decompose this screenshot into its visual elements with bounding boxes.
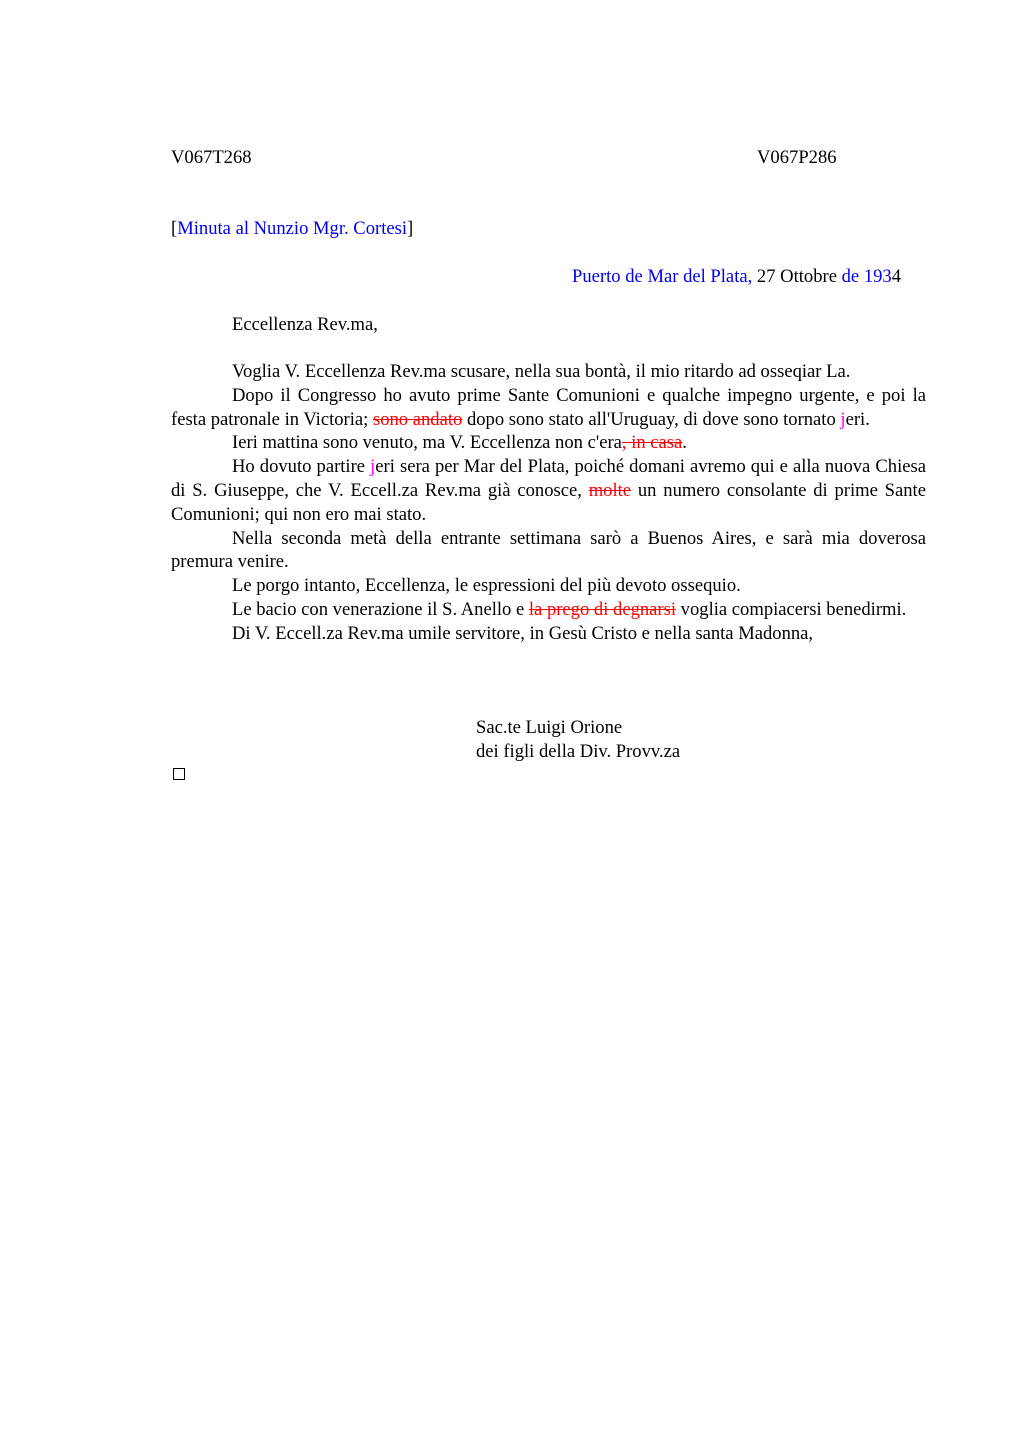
correction-mark: j (370, 456, 376, 478)
end-of-document-box-icon (173, 768, 185, 780)
paragraph-7-text: Le bacio con venerazione il S. Anello e (232, 598, 529, 620)
letter-body (171, 360, 926, 646)
paragraph-2 (171, 384, 926, 432)
document-code-left: V067T268 (171, 147, 252, 168)
paragraph-4-text: eri sera per Mar del Plata, poiché domani avremo qui e alla nuova Chiesa di S. Giuseppe, che V. Eccell.za Rev.ma già conosce, (171, 456, 926, 501)
salutation: Eccellenza Rev.ma, (232, 314, 378, 335)
letter-title (171, 217, 413, 241)
paragraph-6: Le porgo intanto, Eccellenza, le espressioni del più devoto ossequio. (232, 575, 741, 597)
paragraph-2-text: Dopo il Congresso ho avuto prime Sante Comunioni e qualche impegno urgente, e poi la festa patronale in Victoria; (171, 384, 926, 430)
paragraph-4 (171, 455, 926, 526)
dateline-year-last: 4 (891, 266, 901, 287)
signature-title: dei figli della Div. Provv.za (476, 741, 681, 762)
deletion-mark: sono andato (372, 408, 463, 430)
signature-name: Sac.te Luigi Orione (476, 717, 623, 738)
paragraph-8: Di V. Eccell.za Rev.ma umile servitore, in Gesù Cristo e nella santa Madonna, (232, 622, 814, 644)
paragraph-1: Voglia V. Eccellenza Rev.ma scusare, nella sua bontà, il mio ritardo ad osseqiar La. (232, 361, 851, 382)
paragraph-4-text: Ho dovuto partire (232, 456, 371, 478)
paragraph-3-text: . (682, 432, 687, 454)
paragraph-7-text: voglia compiacersi benedirmi. (676, 598, 907, 620)
title-close-bracket: ] (407, 218, 414, 239)
paragraph-3-text: Ieri mattina sono venuto, ma V. Eccellenza non c'era (232, 432, 622, 454)
dateline (572, 265, 901, 289)
dateline-de: de (841, 266, 864, 287)
deletion-mark: la prego di degnarsi (528, 598, 677, 620)
dateline-place: Puerto de Mar del Plata, (572, 266, 753, 287)
dateline-year-prefix: 193 (863, 266, 892, 287)
title-text: Minuta al Nunzio Mgr. Cortesi (177, 218, 408, 239)
paragraph-2-text: dopo sono stato all'Uruguay, di dove sono tornato (462, 408, 841, 430)
paragraph-3 (171, 431, 926, 455)
deletion-mark: , in casa (621, 432, 683, 454)
paragraph-4-text: un numero consolante di prime Sante Comunioni; qui non ero mai stato. (171, 479, 926, 525)
correction-mark: j (840, 408, 846, 430)
paragraph-2-text: eri. (845, 408, 870, 430)
deletion-mark: molte (588, 479, 632, 501)
paragraph-5: Nella seconda metà della entrante settimana sarò a Buenos Aires, e sarà mia doverosa premura venire. (171, 527, 926, 573)
document-code-right: V067P286 (757, 147, 837, 168)
paragraph-7 (171, 598, 926, 622)
dateline-day-month: 27 Ottobre (752, 266, 842, 287)
title-open-bracket: [ (171, 218, 178, 239)
